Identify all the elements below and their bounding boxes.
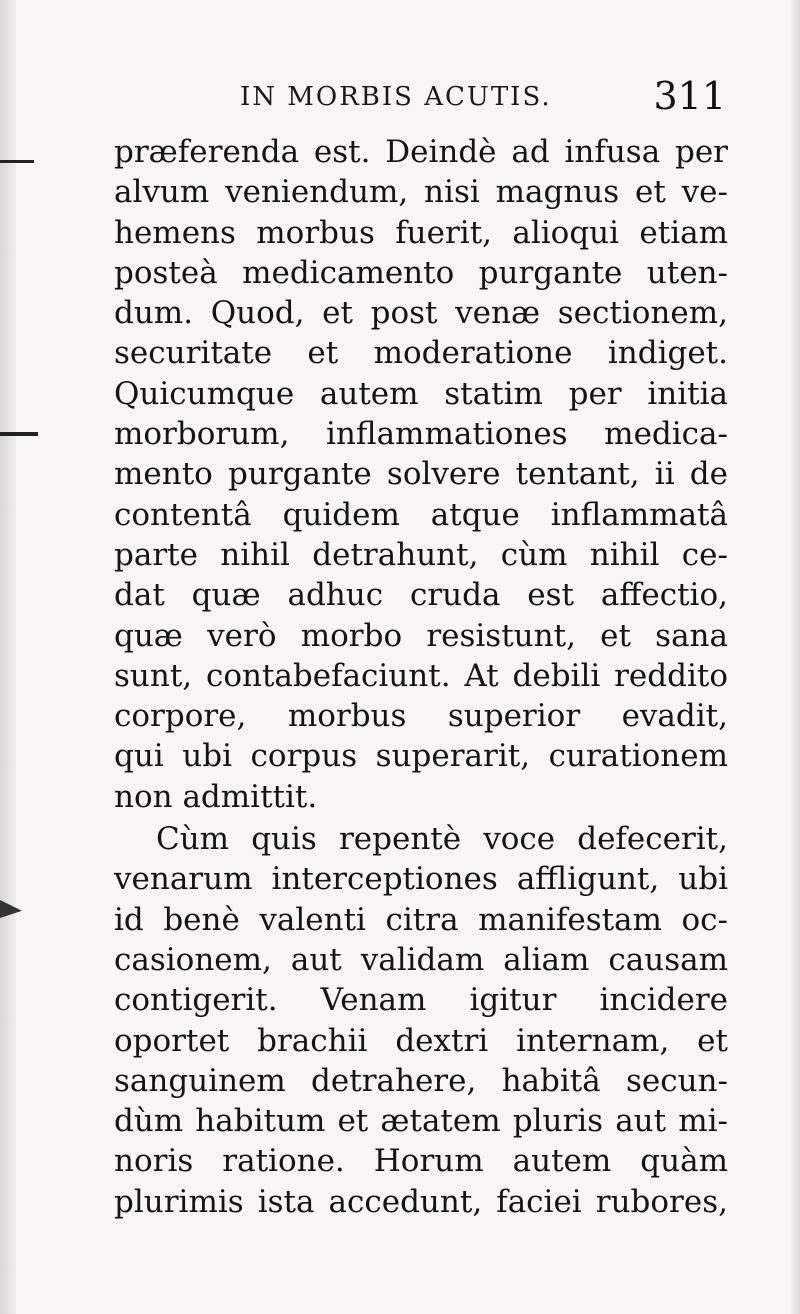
text-line: morborum, inflammationes medica- bbox=[114, 416, 728, 453]
text-line: sunt, contabefaciunt. At debili reddito bbox=[114, 657, 728, 694]
text-line: contigerit. Venam igitur incidere bbox=[114, 982, 728, 1019]
text-line: contentâ quidem atque inflammatâ bbox=[114, 496, 728, 533]
text-line: parte nihil detrahunt, cùm nihil ce- bbox=[114, 536, 728, 573]
text-line: hemens morbus fuerit, alioqui etiam bbox=[114, 214, 728, 251]
page-left-edge bbox=[0, 0, 16, 1314]
text-line: præferenda est. Deindè ad infusa per bbox=[114, 134, 728, 170]
text-line: non admittit. bbox=[114, 778, 318, 815]
text-line: noris ratione. Horum autem quàm bbox=[114, 1143, 728, 1180]
margin-mark bbox=[0, 432, 38, 436]
body-text bbox=[114, 132, 728, 1222]
text-line: plurimis ista accedunt, faciei rubores, bbox=[114, 1183, 728, 1220]
text-line: venarum interceptiones affligunt, ubi bbox=[114, 861, 728, 898]
text-line: dum. Quod, et post venæ sectionem, bbox=[114, 295, 728, 332]
text-line: id benè valenti citra manifestam oc- bbox=[114, 901, 728, 938]
text-line: posteà medicamento purgante uten- bbox=[114, 254, 728, 291]
running-title: IN MORBIS ACUTIS. bbox=[240, 82, 552, 112]
page-number: 311 bbox=[653, 74, 726, 118]
text-line: sanguinem detrahere, habitâ secun- bbox=[114, 1062, 728, 1099]
text-line: dùm habitum et ætatem pluris aut mi- bbox=[114, 1103, 728, 1140]
text-line: quæ verò morbo resistunt, et sana bbox=[114, 617, 728, 654]
text-line: mento purgante solvere tentant, ii de bbox=[114, 456, 728, 493]
text-line: alvum veniendum, nisi magnus et ve- bbox=[114, 174, 728, 211]
text-line: dat quæ adhuc cruda est affectio, bbox=[114, 577, 728, 614]
text-line: casionem, aut validam aliam causam bbox=[114, 941, 728, 978]
text-line: corpore, morbus superior evadit, bbox=[114, 698, 728, 735]
text-line: oportet brachii dextri internam, et bbox=[114, 1022, 728, 1059]
margin-mark bbox=[0, 160, 34, 163]
page-right-edge bbox=[790, 0, 800, 1314]
paragraph-2 bbox=[114, 819, 728, 1222]
text-line: Cùm quis repentè voce defecerit, bbox=[156, 821, 728, 858]
text-line: qui ubi corpus superarit, curationem bbox=[114, 738, 728, 775]
text-line: securitate et moderatione indiget. bbox=[114, 335, 728, 372]
paragraph-1 bbox=[114, 132, 728, 817]
text-line: Quicumque autem statim per initia bbox=[114, 375, 728, 412]
running-header bbox=[240, 74, 730, 124]
